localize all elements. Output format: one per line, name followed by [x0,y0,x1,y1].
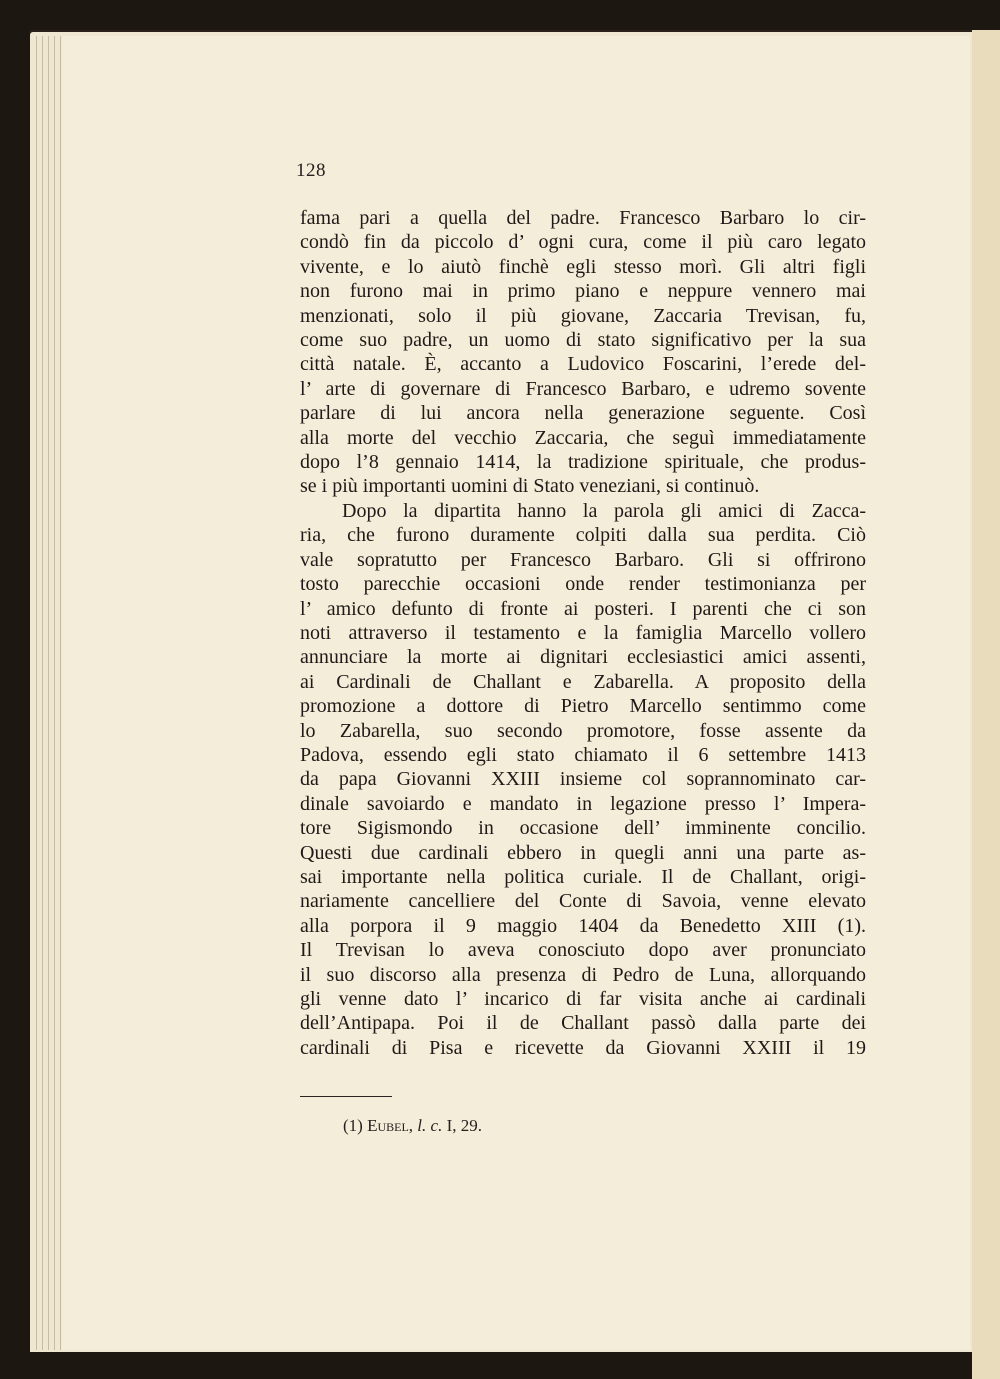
text-line: vale sopratutto per Francesco Barbaro. Gli si offrirono [300,548,866,571]
page-edge-line [36,36,37,1350]
text-line: ria, che furono duramente colpiti dalla sua perdita. Ciò [300,524,866,547]
footnote-author: Eubel, [367,1116,414,1135]
text-line: tosto parecchie occasioni onde render testimonianza per [300,573,866,596]
footnote [343,1116,482,1136]
text-line: dell’Antipapa. Poi il de Challant passò dalla parte dei [300,1012,866,1035]
text-line: condò fin da piccolo d’ ogni cura, come il più caro legato [300,231,866,254]
text-line: città natale. È, accanto a Ludovico Foscarini, l’erede del- [300,353,866,376]
text-line: promozione a dottore di Pietro Marcello sentimmo come [300,695,866,718]
page-number: 128 [296,160,326,181]
text-line: l’ amico defunto di fronte ai posteri. I parenti che ci son [300,597,866,620]
text-line: il suo discorso alla presenza di Pedro de Luna, allorquando [300,963,866,986]
footnote-ref: l. c. [417,1116,443,1135]
footnote-marker: (1) [343,1116,363,1135]
footnote-rest: I, 29. [446,1116,482,1135]
text-line: alla morte del vecchio Zaccaria, che seguì immediatamente [300,426,866,449]
text-line: come suo padre, un uomo di stato significativo per la sua [300,329,866,352]
text-line: parlare di lui ancora nella generazione seguente. Così [300,402,866,425]
text-line: fama pari a quella del padre. Francesco Barbaro lo cir- [300,207,866,229]
text-line: vivente, e lo aiutò finchè egli stesso morì. Gli altri figli [300,255,866,278]
text-line: ai Cardinali de Challant e Zabarella. A proposito della [300,670,866,693]
text-line: se i più importanti uomini di Stato veneziani, si continuò. [300,475,760,498]
page-edge-line [42,36,43,1350]
text-line: cardinali di Pisa e ricevette da Giovanni XXIII il 19 [300,1036,866,1059]
text-line: da papa Giovanni XXIII insieme col soprannominato car- [300,768,866,791]
footnote-rule [300,1096,392,1097]
text-line: menzionati, solo il più giovane, Zaccaria Trevisan, fu, [300,304,866,327]
text-line: Questi due cardinali ebbero in quegli anni una parte as- [300,841,866,864]
text-line: dinale savoiardo e mandato in legazione presso l’ Impera- [300,792,866,815]
text-line: annunciare la morte ai dignitari ecclesiastici amici assenti, [300,646,866,669]
text-line: lo Zabarella, suo secondo promotore, fosse assente da [300,719,866,742]
text-line: nariamente cancelliere del Conte di Savoia, venne elevato [300,890,866,913]
page-edge-line [54,36,55,1350]
text-line: tore Sigismondo in occasione dell’ imminente concilio. [300,817,866,840]
text-line: noti attraverso il testamento e la famiglia Marcello vollero [300,621,866,644]
body-text [300,206,866,1060]
text-line: Il Trevisan lo aveva conosciuto dopo aver pronunciato [300,939,866,962]
text-line: Padova, essendo egli stato chiamato il 6 settembre 1413 [300,743,866,766]
text-line: non furono mai in primo piano e neppure vennero mai [300,280,866,303]
text-line: sai importante nella politica curiale. Il de Challant, origi- [300,865,866,888]
text-line: Dopo la dipartita hanno la parola gli amici di Zacca- [342,499,866,522]
page-edge-line [48,36,49,1350]
text-line: alla porpora il 9 maggio 1404 da Benedetto XIII (1). [300,914,866,937]
text-line: l’ arte di governare di Francesco Barbaro, e udremo sovente [300,377,866,400]
page-edge-line [60,36,61,1350]
text-line: dopo l’8 gennaio 1414, la tradizione spirituale, che produs- [300,451,866,474]
adjacent-page-strip [972,30,1000,1379]
text-line: gli venne dato l’ incarico di far visita anche ai cardinali [300,988,866,1010]
